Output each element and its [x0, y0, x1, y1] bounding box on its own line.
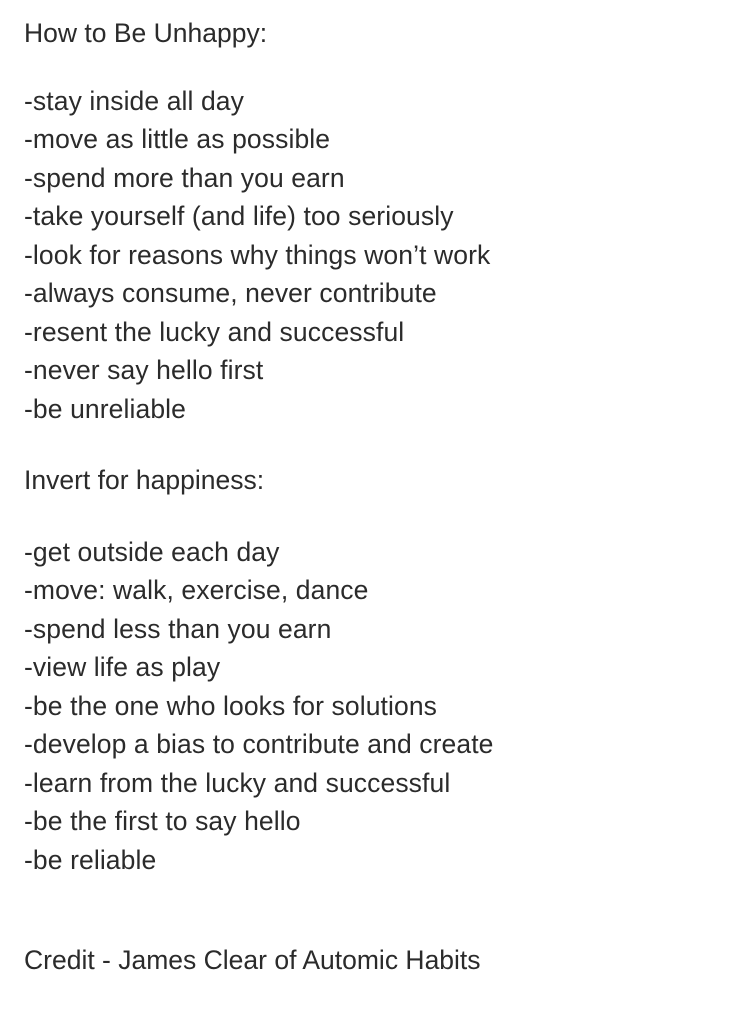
list-item: -resent the lucky and successful [24, 316, 405, 347]
list-item: -learn from the lucky and successful [24, 767, 451, 798]
spacer-before-credit [24, 879, 727, 941]
list-item: -be unreliable [24, 393, 186, 424]
list-item: -always consume, never contribute [24, 278, 437, 308]
list-item: -get outside each day [24, 536, 280, 567]
list-item: -move as little as possible [24, 124, 331, 154]
happy-list [24, 533, 727, 880]
list-item: -view life as play [24, 652, 221, 682]
heading-how-to-be-unhappy: How to Be Unhappy: [24, 18, 268, 48]
list-item: -spend more than you earn [24, 162, 345, 193]
list-item: -move: walk, exercise, dance [24, 575, 369, 605]
list-item: -be reliable [24, 844, 157, 875]
list-item: -be the first to say hello [24, 806, 301, 836]
list-item: -stay inside all day [24, 85, 244, 116]
list-item: -look for reasons why things won’t work [24, 239, 491, 270]
spacer-after-unhappy-heading [24, 53, 727, 82]
spacer-after-invert-heading [24, 500, 727, 533]
list-item: -take yourself (and life) too seriously [24, 201, 454, 231]
credit-line: Credit - James Clear of Automic Habits [24, 945, 481, 975]
spacer-before-invert-heading [24, 428, 727, 461]
list-item: -never say hello first [24, 355, 264, 385]
list-item: -develop a bias to contribute and create [24, 729, 494, 759]
list-item: -be the one who looks for solutions [24, 690, 438, 721]
unhappy-list [24, 82, 727, 429]
list-item: -spend less than you earn [24, 613, 332, 644]
heading-invert-for-happiness: Invert for happiness: [24, 465, 265, 495]
